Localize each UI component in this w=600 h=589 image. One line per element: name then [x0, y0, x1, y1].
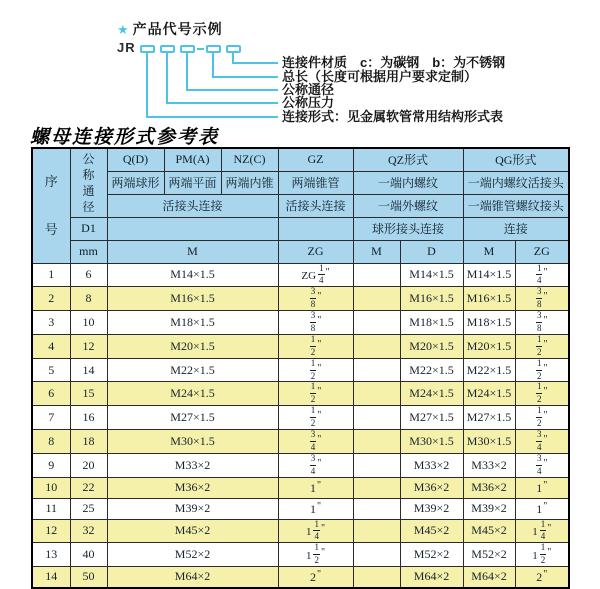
cell-qg-m: M36×2 — [463, 477, 515, 498]
cell-gz: $\frac{3}{4}$ " — [278, 453, 353, 477]
header-cell-qz-desc2: 一端外螺纹 — [353, 194, 463, 217]
cell-m: M45×2 — [107, 519, 278, 543]
cell-seq: 9 — [32, 453, 70, 477]
cell-qg-zg: 1" — [515, 477, 569, 498]
nut-connection-table — [31, 147, 570, 589]
cell-qg-m: M14×1.5 — [463, 263, 515, 287]
cell-qg-m: M16×1.5 — [463, 287, 515, 311]
header-cell-gz: GZ — [278, 148, 353, 171]
cell-qz-d: M14×1.5 — [400, 263, 463, 287]
cell-m: M16×1.5 — [107, 287, 278, 311]
header-cell-qg: QG形式 — [463, 148, 569, 171]
cell-gz: 2" — [278, 567, 353, 588]
header-cell-qz-conn: 球形接头连接 — [353, 217, 463, 240]
header-cell-qg-conn: 连接 — [463, 217, 569, 240]
cell-m: M14×1.5 — [107, 263, 278, 287]
cell-qz-m — [353, 263, 400, 287]
cell-qg-m: M52×2 — [463, 543, 515, 567]
cell-qg-m: M24×1.5 — [463, 382, 515, 406]
cell-seq: 13 — [32, 543, 70, 567]
table-row — [32, 543, 569, 567]
cell-qg-zg: 1 $\frac{1}{4}$ " — [515, 519, 569, 543]
cell-gz: $\frac{1}{2}$ " — [278, 406, 353, 430]
diagram-heading — [117, 19, 223, 39]
header-cell-d1: D1 — [70, 217, 107, 240]
cell-qz-m — [353, 567, 400, 588]
callout-label-diameter: 公称通径 — [282, 82, 335, 97]
callout-label-length: 总长（长度可根据用户要求定制） — [282, 69, 478, 84]
table-row — [32, 406, 569, 430]
cell-qg-zg: $\frac{1}{2}$ " — [515, 358, 569, 382]
header-cell-qg-desc1: 一端内螺纹活接头 — [463, 171, 569, 194]
cell-qz-m — [353, 406, 400, 430]
header-row-d1 — [32, 217, 569, 240]
cell-qg-m: M20×1.5 — [463, 334, 515, 358]
table-row — [32, 429, 569, 453]
header-cell-gz-desc: 两端锥管 — [278, 171, 353, 194]
header-cell-pm: PM(A) — [164, 148, 221, 171]
cell-gz: 1 $\frac{1}{2}$ " — [278, 543, 353, 567]
cell-qz-m — [353, 498, 400, 519]
cell-m: M20×1.5 — [107, 334, 278, 358]
callout-line — [146, 116, 278, 118]
table-row — [32, 519, 569, 543]
cell-dn: 40 — [70, 543, 107, 567]
cell-dn: 8 — [70, 287, 107, 311]
cell-qg-m: M45×2 — [463, 519, 515, 543]
cell-seq: 14 — [32, 567, 70, 588]
header-cell-m2: M — [353, 240, 400, 263]
header-cell-seq: 序号 — [32, 148, 70, 263]
cell-qz-m — [353, 477, 400, 498]
cell-seq: 2 — [32, 287, 70, 311]
cell-qg-m: M33×2 — [463, 453, 515, 477]
cell-seq: 11 — [32, 498, 70, 519]
callout-line — [166, 53, 168, 104]
cell-dn: 10 — [70, 311, 107, 335]
cell-gz: $\frac{1}{2}$ " — [278, 382, 353, 406]
cell-seq: 7 — [32, 406, 70, 430]
cell-qz-m — [353, 334, 400, 358]
cell-dn: 6 — [70, 263, 107, 287]
header-cell-union-conn: 活接头连接 — [107, 194, 278, 217]
cell-dn: 25 — [70, 498, 107, 519]
cell-qg-m: M64×2 — [463, 567, 515, 588]
callout-label-pressure: 公称压力 — [282, 95, 335, 110]
cell-qg-m: M27×1.5 — [463, 406, 515, 430]
header-cell-q-desc: 两端球形 — [107, 171, 164, 194]
cell-qg-zg: $\frac{3}{4}$ " — [515, 453, 569, 477]
header-cell-nz-desc: 两端内锥 — [221, 171, 278, 194]
header-cell-empty2 — [278, 217, 353, 240]
callout-label-material: 连接件材质 c：为碳钢 b：为不锈钢 — [282, 55, 506, 70]
table-header — [32, 148, 569, 263]
cell-gz: $\frac{3}{8}$ " — [278, 287, 353, 311]
code-box-5 — [226, 45, 241, 53]
cell-qg-m: M39×2 — [463, 498, 515, 519]
table-row — [32, 567, 569, 588]
cell-qz-m — [353, 287, 400, 311]
star-icon: ★ — [117, 22, 130, 37]
cell-qg-zg: $\frac{1}{2}$ " — [515, 406, 569, 430]
cell-qz-m — [353, 543, 400, 567]
table-row — [32, 311, 569, 335]
cell-qg-zg: 2" — [515, 567, 569, 588]
cell-qz-d: M64×2 — [400, 567, 463, 588]
table-row — [32, 498, 569, 519]
cell-gz: 1 $\frac{1}{4}$ " — [278, 519, 353, 543]
cell-qz-d: M52×2 — [400, 543, 463, 567]
header-cell-mm: mm — [70, 240, 107, 263]
header-row-desc1 — [32, 171, 569, 194]
cell-qg-zg: $\frac{1}{4}$ " — [515, 263, 569, 287]
cell-qg-zg: $\frac{1}{2}$ " — [515, 382, 569, 406]
cell-qg-zg: $\frac{3}{4}$ " — [515, 429, 569, 453]
cell-dn: 16 — [70, 406, 107, 430]
cell-seq: 5 — [32, 358, 70, 382]
cell-qg-zg: $\frac{3}{8}$ " — [515, 311, 569, 335]
header-cell-m3: M — [463, 240, 515, 263]
cell-qz-m — [353, 358, 400, 382]
cell-qz-m — [353, 311, 400, 335]
cell-dn: 22 — [70, 477, 107, 498]
callout-line — [232, 62, 278, 64]
header-cell-pm-desc: 两端平面 — [164, 171, 221, 194]
cell-qz-d: M22×1.5 — [400, 358, 463, 382]
header-cell-gz-conn: 活接头连接 — [278, 194, 353, 217]
header-cell-q: Q(D) — [107, 148, 164, 171]
cell-seq: 1 — [32, 263, 70, 287]
cell-seq: 3 — [32, 311, 70, 335]
cell-qg-m: M18×1.5 — [463, 311, 515, 335]
cell-dn: 14 — [70, 358, 107, 382]
header-cell-zg1: ZG — [278, 240, 353, 263]
callout-line — [212, 53, 214, 78]
cell-qz-m — [353, 382, 400, 406]
cell-qz-d: M27×1.5 — [400, 406, 463, 430]
cell-seq: 4 — [32, 334, 70, 358]
header-row-desc2 — [32, 194, 569, 217]
cell-qz-d: M33×2 — [400, 453, 463, 477]
callout-line — [212, 76, 278, 78]
header-cell-qz: QZ形式 — [353, 148, 463, 171]
cell-seq: 8 — [32, 429, 70, 453]
cell-seq: 12 — [32, 519, 70, 543]
table-row — [32, 334, 569, 358]
cell-qz-d: M20×1.5 — [400, 334, 463, 358]
table-row — [32, 477, 569, 498]
cell-qz-d: M18×1.5 — [400, 311, 463, 335]
cell-m: M18×1.5 — [107, 311, 278, 335]
cell-dn: 15 — [70, 382, 107, 406]
header-cell-qz-desc1: 一端内螺纹 — [353, 171, 463, 194]
callout-line — [186, 53, 188, 91]
table-title: 螺母连接形式参考表 — [30, 127, 220, 148]
header-cell-nz: NZ(C) — [221, 148, 278, 171]
header-cell-d2: D — [400, 240, 463, 263]
cell-dn: 18 — [70, 429, 107, 453]
cell-m: M39×2 — [107, 498, 278, 519]
table-row — [32, 358, 569, 382]
cell-dn: 20 — [70, 453, 107, 477]
cell-gz: $\frac{3}{4}$ " — [278, 429, 353, 453]
cell-m: M33×2 — [107, 453, 278, 477]
cell-m: M52×2 — [107, 543, 278, 567]
cell-qz-d: M45×2 — [400, 519, 463, 543]
code-box-1 — [140, 45, 155, 53]
cell-dn: 50 — [70, 567, 107, 588]
code-box-4 — [206, 45, 221, 53]
cell-qz-d: M16×1.5 — [400, 287, 463, 311]
cell-seq: 6 — [32, 382, 70, 406]
callout-line — [166, 102, 278, 104]
cell-gz: $\frac{3}{8}$ " — [278, 311, 353, 335]
cell-qg-zg: $\frac{3}{8}$ " — [515, 287, 569, 311]
callout-line — [146, 53, 148, 118]
cell-gz: $\frac{1}{2}$ " — [278, 358, 353, 382]
cell-qg-zg: 1 $\frac{1}{2}$ " — [515, 543, 569, 567]
code-box-3 — [180, 45, 195, 53]
cell-gz: 1" — [278, 498, 353, 519]
cell-m: M30×1.5 — [107, 429, 278, 453]
table-row — [32, 263, 569, 287]
cell-qz-m — [353, 429, 400, 453]
cell-seq: 10 — [32, 477, 70, 498]
code-dash — [197, 48, 204, 50]
header-cell-dn: 公称通径 — [70, 148, 107, 217]
diagram-heading-text: 产品代号示例 — [132, 21, 223, 37]
cell-dn: 12 — [70, 334, 107, 358]
cell-m: M36×2 — [107, 477, 278, 498]
header-cell-empty1 — [107, 217, 278, 240]
cell-dn: 32 — [70, 519, 107, 543]
cell-qg-m: M22×1.5 — [463, 358, 515, 382]
cell-qz-m — [353, 519, 400, 543]
cell-qg-m: M30×1.5 — [463, 429, 515, 453]
cell-m: M27×1.5 — [107, 406, 278, 430]
cell-m: M22×1.5 — [107, 358, 278, 382]
cell-gz: $\frac{1}{2}$ " — [278, 334, 353, 358]
cell-gz: ZG $\frac{1}{4}$ " — [278, 263, 353, 287]
cell-qz-m — [353, 453, 400, 477]
cell-qz-d: M36×2 — [400, 477, 463, 498]
cell-gz: 1" — [278, 477, 353, 498]
table-row — [32, 287, 569, 311]
cell-qz-d: M39×2 — [400, 498, 463, 519]
cell-m: M24×1.5 — [107, 382, 278, 406]
callout-label-connection: 连接形式：见金属软管常用结构形式表 — [282, 109, 504, 124]
cell-m: M64×2 — [107, 567, 278, 588]
cell-qz-d: M30×1.5 — [400, 429, 463, 453]
header-cell-m1: M — [107, 240, 278, 263]
header-row-forms — [32, 148, 569, 171]
cell-qz-d: M24×1.5 — [400, 382, 463, 406]
table-body — [32, 263, 569, 588]
table-row — [32, 382, 569, 406]
header-row-units — [32, 240, 569, 263]
header-cell-qg-desc2: 一端锥管螺纹接头 — [463, 194, 569, 217]
cell-qg-zg: $\frac{1}{2}$ " — [515, 334, 569, 358]
callout-line — [186, 89, 278, 91]
cell-qg-zg: 1" — [515, 498, 569, 519]
header-cell-zg3: ZG — [515, 240, 569, 263]
code-box-2 — [160, 45, 175, 53]
code-prefix: JR — [117, 40, 136, 55]
table-row — [32, 453, 569, 477]
